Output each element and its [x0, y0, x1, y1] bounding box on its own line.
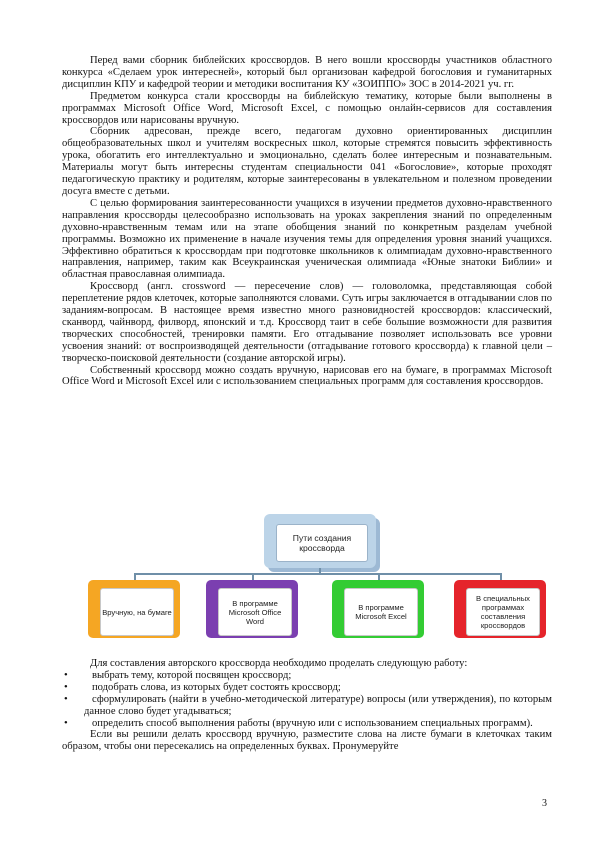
bullet-icon: • [64, 693, 68, 705]
diagram-root-label: Пути создания кроссворда [276, 524, 368, 562]
steps-section [62, 658, 552, 753]
paragraph: Сборник адресован, прежде всего, педагогам духовно ориентированных дисциплин общеобразовательных школ и учителям воскресных школ, которые стремятся повысить эффективность урока, обогатить его интеллектуально и эмоционально, сделать более интересным и познавательным. Материалы могут быть интересны студентам специальности 041 «Богословие», которые проходят педагогическую практику и родителям, которые заинтересованы в увлекательном и полезном проведении досуга вместе с детьми. [62, 126, 552, 197]
diagram-node-word [206, 580, 298, 638]
diagram-node-label: Вручную, на бумаге [100, 588, 174, 636]
paragraph: Предметом конкурса стали кроссворды на библейскую тематику, которые были выполнены в программах Microsoft Office Word, Microsoft Excel, с помощью онлайн-сервисов для составления кроссвордов или нарисованы вручную. [62, 90, 552, 126]
bullet-icon: • [64, 681, 68, 693]
paragraph: Собственный кроссворд можно создать вручную, нарисовав его на бумаге, в программах Microsoft Office Word и Microsoft Excel или с использованием специальных программ для составления кроссвордов. [62, 364, 552, 388]
diagram-node-label: В программе Microsoft Office Word [218, 588, 292, 636]
paragraph: Если вы решили делать кроссворд вручную, разместите слова на листе бумаги в клеточках таким образом, чтобы они пересекались на определенных буквах. Пронумеруйте [62, 729, 552, 753]
steps-list [62, 670, 552, 730]
list-item-text: выбрать тему, которой посвящен кроссворд; [92, 669, 292, 681]
paragraph: Перед вами сборник библейских кроссвордов. В него вошли кроссворды участников областного конкурса «Сделаем урок интересней», который был организован кафедрой богословия и гуманитарных дисциплин КПУ и кафедрой теории и методики воспитания КУ «ЗОИППО» ЗОС в 2014-2021 уч. гг. [62, 55, 552, 90]
paragraph: Кроссворд (англ. crossword — пересечение слов) — головоломка, представляющая собой переплетение рядов клеточек, которые заполняются словами. Суть игры заключается в отгадывании слов по заданиям-вопросам. В настоящее время известно много разновидностей кроссвордов: классический, сканворд, чайнворд, филворд, японский и т.д. Кроссворд таит в себе большие возможности для развития творческих способностей, тренировки памяти. Его отгадывание позволяет использовать все уровни усвоения знаний: от воспроизводящей деятельности (отгадывание готового кроссворда) к главной цели – творческо-поисковой деятельности (создание авторской игры). [62, 281, 552, 364]
list-item-text: определить способ выполнения работы (вручную или с использованием специальных программ). [92, 717, 533, 729]
list-item [62, 694, 552, 718]
list-item [62, 682, 552, 694]
diagram-node-by-hand [88, 580, 180, 638]
list-item-text: сформулировать (найти в учебно-методической литературе) вопросы (или утверждения), по которым данное слово будет угадываться; [84, 693, 552, 717]
body-text [62, 55, 552, 388]
diagram-root-node [264, 514, 376, 568]
paragraph: С целью формирования заинтересованности учащихся в изучении предметов духовно-нравственного направления кроссворды целесообразно использовать на уроках закрепления знаний по определенным духовно-нравственным темам или на этапе обобщения знаний по конкретным разделам учебной программы. Возможно их применение в начале изучения темы для определения уровня знаний учащихся. Эффективно обратиться к кроссвордам при подготовке школьников к олимпиадам духовно-нравственного направления, например, таким как Всеукраинская ученическая олимпиада «Юные знатоки Библии» и областная православная олимпиада. [62, 197, 552, 281]
list-item [62, 670, 552, 682]
diagram-node-label: В программе Microsoft Excel [344, 588, 418, 636]
diagram-node-excel [332, 580, 424, 638]
list-intro: Для составления авторского кроссворда необходимо проделать следующую работу: [90, 658, 468, 669]
list-item [62, 718, 552, 730]
diagram-node-label: В специальных программах составления кроссвордов [466, 588, 540, 636]
diagram-node-special-programs [454, 580, 546, 638]
bullet-icon: • [64, 669, 68, 681]
bullet-icon: • [64, 717, 68, 729]
crossword-methods-diagram [88, 514, 548, 646]
list-item-text: подобрать слова, из которых будет состоять кроссворд; [92, 681, 341, 693]
connector-line [134, 573, 502, 575]
page-number: 3 [542, 798, 547, 809]
